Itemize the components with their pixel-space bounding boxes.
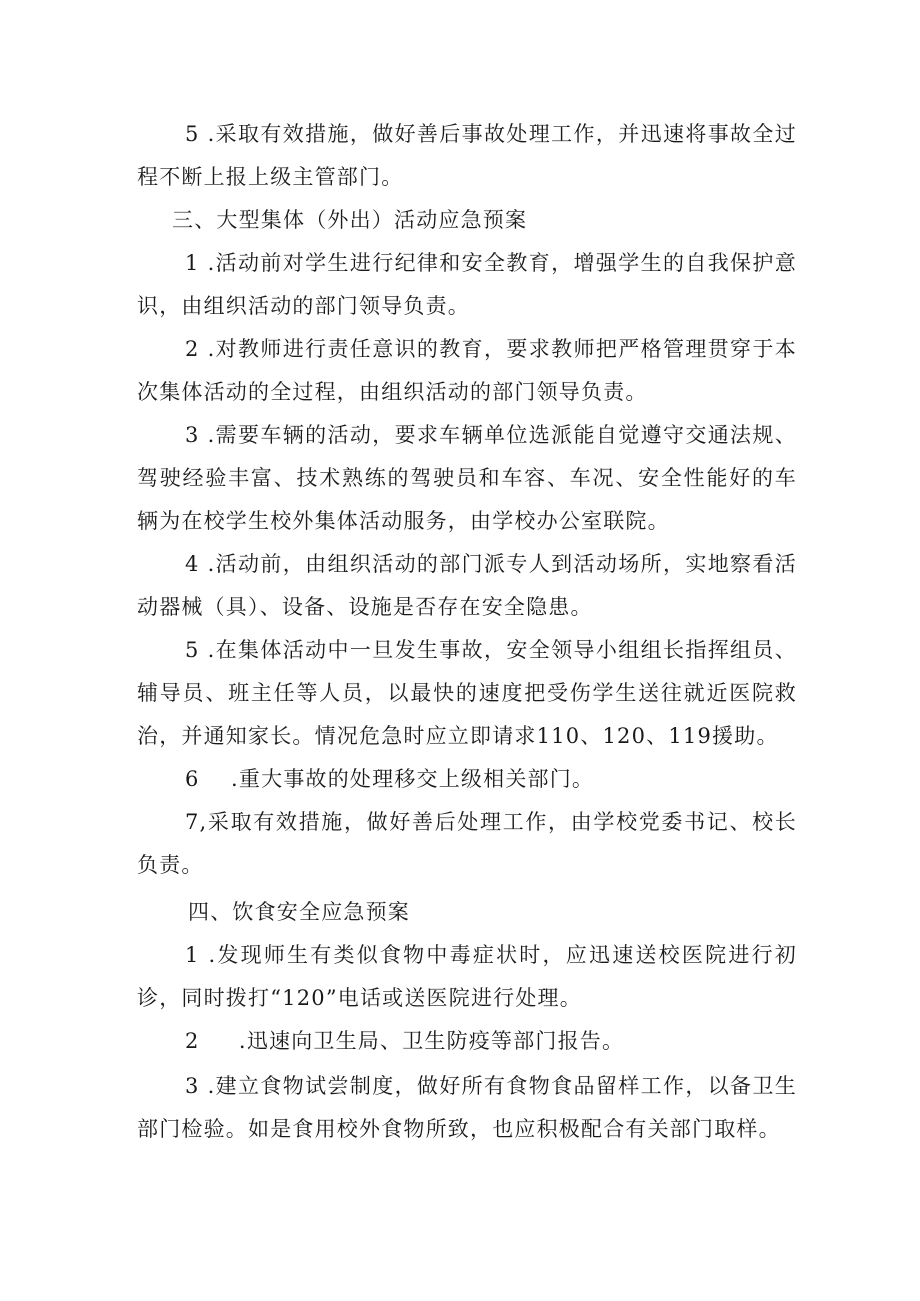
paragraph-sec3-item3: 3 .需要车辆的活动，要求车辆单位选派能自觉遵守交通法规、驾驶经验丰富、技术熟练的驾驶员和车容、车况、安全性能好的车辆为在校学生校外集体活动服务，由学校办公室联院。 xyxy=(137,423,797,533)
paragraph-sec3-item7: 7,采取有效措施，做好善后处理工作，由学校党委书记、校长负责。 xyxy=(137,810,797,877)
paragraph-sec3-item4: 4 .活动前，由组织活动的部门派专人到活动场所，实地察看活动器械（具）、设备、设施是否存在安全隐患。 xyxy=(137,552,797,619)
paragraph-sec2-item5: 5 .采取有效措施，做好善后事故处理工作，并迅速将事故全过程不断上报上级主管部门。 xyxy=(137,122,797,189)
section-heading-3: 三、大型集体（外出）活动应急预案 xyxy=(172,208,528,232)
paragraph-sec4-item3: 3 .建立食物试尝制度，做好所有食物食品留样工作，以备卫生部门检验。如是食用校外食物所致，也应积极配合有关部门取样。 xyxy=(137,1074,797,1141)
section-heading-4: 四、饮食安全应急预案 xyxy=(188,900,410,924)
paragraph-sec4-item2: 2 .迅速向卫生局、卫生防疫等部门报告。 xyxy=(185,1029,625,1053)
paragraph-sec3-item1: 1 .活动前对学生进行纪律和安全教育，增强学生的自我保护意识，由组织活动的部门领导负责。 xyxy=(137,251,797,318)
paragraph-sec3-item2: 2 .对教师进行责任意识的教育，要求教师把严格管理贯穿于本次集体活动的全过程，由组织活动的部门领导负责。 xyxy=(137,337,797,404)
paragraph-sec4-item1: 1 .发现师生有类似食物中毒症状时，应迅速送校医院进行初诊，同时拨打“120”电话或送医院进行处理。 xyxy=(137,943,797,1010)
paragraph-sec3-item6: 6 .重大事故的处理移交上级相关部门。 xyxy=(185,767,595,791)
paragraph-sec3-item5: 5 .在集体活动中一旦发生事故，安全领导小组组长指挥组员、辅导员、班主任等人员，以最快的速度把受伤学生送往就近医院救治，并通知家长。情况危急时应立即请求110、120、119援助。 xyxy=(137,638,797,748)
